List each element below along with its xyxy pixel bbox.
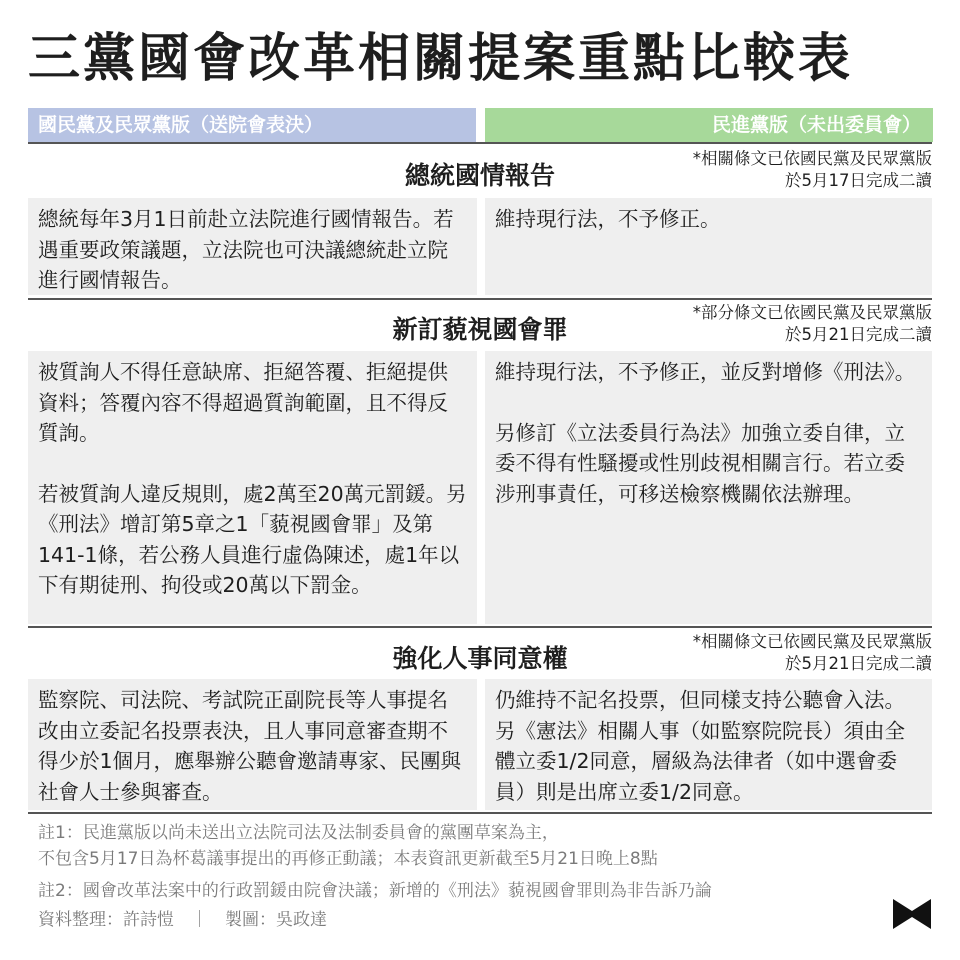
column-header-kmt-tpp: 國民黨及民眾黨版（送院會表決） — [28, 108, 476, 142]
divider — [28, 142, 932, 144]
divider — [28, 626, 932, 628]
section-note: *相關條文已依國民黨及民眾黨版 於5月21日完成二讀 — [692, 632, 932, 673]
cell-left-state-of-nation: 總統每年3月1日前赴立法院進行國情報告。若遇重要政策議題，立法院也可決議總統赴立院進行國情報告。 — [28, 198, 477, 295]
page-title: 三黨國會改革相關提案重點比較表 — [28, 29, 854, 89]
divider — [28, 298, 932, 300]
cell-right-contempt-of-parliament: 維持現行法，不予修正，並反對增修《刑法》。 另修訂《立法委員行為法》加強立委自律，立委不得有性騷擾或性別歧視相關言行。若立委涉刑事責任，可移送檢察機關依法辦理。 — [485, 351, 932, 624]
footnote-2: 註2：國會改革法案中的行政罰鍰由院會決議；新增的《刑法》藐視國會罪則為非告訴乃論 — [38, 881, 712, 901]
section-note: *相關條文已依國民黨及民眾黨版 於5月17日完成二讀 — [692, 149, 932, 190]
cell-right-state-of-nation: 維持現行法，不予修正。 — [485, 198, 932, 295]
cell-left-personnel-consent: 監察院、司法院、考試院正副院長等人事提名改由立委記名投票表決，且人事同意審查期不得少於1個月，應舉辦公聽會邀請專家、民團與社會人士參與審查。 — [28, 679, 477, 810]
section-title-personnel-consent: 強化人事同意權 — [392, 644, 568, 673]
column-header-dpp: 民進黨版（未出委員會） — [485, 108, 933, 142]
section-note: *部分條文已依國民黨及民眾黨版 於5月21日完成二讀 — [692, 303, 932, 344]
footnote-1: 註1：民進黨版以尚未送出立法院司法及法制委員會的黨團草案為主， 不包含5月17日為杯葛議事提出的再修正動議；本表資訊更新截至5月21日晚上8點 — [38, 823, 658, 869]
cell-right-personnel-consent: 仍維持不記名投票，但同樣支持公聽會入法。另《憲法》相關人事（如監察院院長）須由全體立委1/2同意，層級為法律者（如中選會委員）則是出席立委1/2同意。 — [485, 679, 932, 810]
credits: 資料整理：許詩愷 ｜ 製圖：吳政達 — [38, 910, 327, 930]
cell-left-contempt-of-parliament: 被質詢人不得任意缺席、拒絕答覆、拒絕提供資料；答覆內容不得超過質詢範圍，且不得反質詢。 若被質詢人違反規則，處2萬至20萬元罰鍰。另《刑法》增訂第5章之1「藐視國會罪」及第141-1條，若公務人員進行虛偽陳述，處1年以下有期徒刑、拘役或20萬以下罰金。 — [28, 351, 477, 624]
section-title-contempt-of-parliament: 新訂藐視國會罪 — [392, 315, 568, 344]
section-title-state-of-nation: 總統國情報告 — [404, 161, 555, 190]
publisher-logo-icon — [893, 897, 931, 931]
divider — [28, 812, 932, 814]
